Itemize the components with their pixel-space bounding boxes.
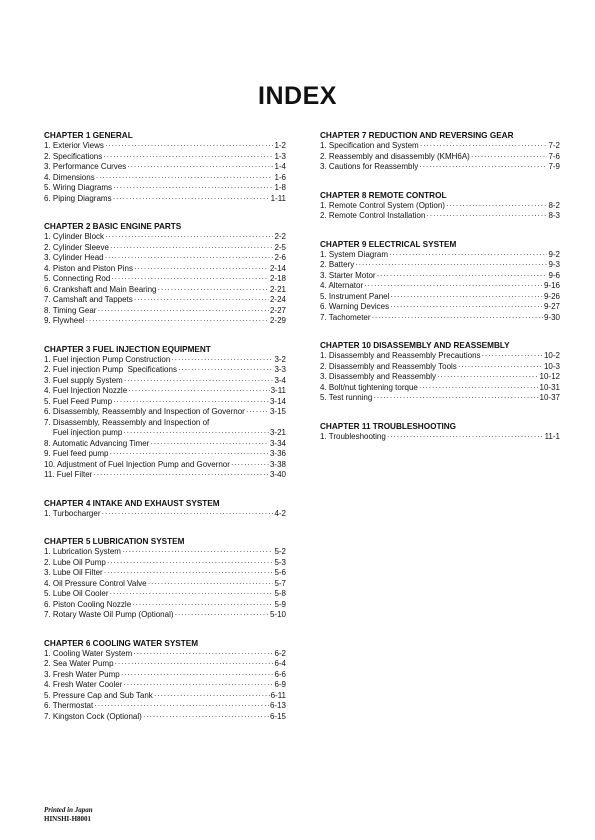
chapter-section: [44, 130, 286, 204]
entry-page-number: 9-6: [548, 270, 560, 280]
entry-label: 7. Camshaft and Tappets: [44, 295, 133, 304]
index-entry: [44, 194, 286, 205]
dot-leader: [471, 152, 548, 163]
dot-leader: [154, 691, 270, 702]
entry-page-number: 7-9: [548, 162, 560, 171]
entry-label: 5. Pressure Cap and Sub Tank: [44, 690, 153, 700]
index-entry: [44, 568, 286, 579]
entry-label: 1. Cooling Water System: [44, 648, 133, 658]
entry-label: 2. Lube Oil Pump: [44, 557, 106, 567]
dot-leader: [109, 589, 273, 600]
index-entry: [320, 250, 560, 261]
index-entry: [44, 509, 286, 520]
entry-label: 4. Fresh Water Cooler: [44, 680, 123, 689]
index-entry: [44, 295, 286, 306]
index-entry: [320, 372, 560, 383]
entry-label: 3. Starter Motor: [320, 270, 376, 280]
index-entry: [320, 351, 560, 362]
dot-leader: [178, 365, 273, 376]
index-entry: [44, 670, 286, 681]
entry-page-number: 2-29: [269, 316, 286, 325]
dot-leader: [419, 383, 539, 394]
dot-leader: [115, 659, 274, 670]
index-entry: [44, 173, 286, 184]
dot-leader: [109, 449, 269, 460]
index-entry: [44, 691, 286, 702]
printed-in-label: Printed in Japan: [44, 806, 93, 814]
entry-page-number: 6-15: [269, 711, 286, 721]
index-entry: [320, 292, 560, 303]
entry-label: 4. Fuel Injection Nozzle: [44, 386, 128, 395]
dot-leader: [104, 568, 274, 579]
entry-label: 3. Lube Oil Filter: [44, 568, 103, 577]
entry-label: 1. Remote Control System (Option): [320, 200, 445, 210]
dot-leader: [426, 211, 547, 222]
chapter-section: [320, 239, 560, 324]
document-code: HINSHI-H8001: [44, 814, 92, 823]
entry-label: 5. Connecting Rod: [44, 274, 111, 283]
index-entry: [44, 610, 286, 621]
entry-page-number: 7-6: [548, 151, 560, 161]
entry-page-number: 10-37: [539, 393, 560, 402]
entry-label: 7. Rotary Waste Oil Pump (Optional): [44, 610, 174, 619]
index-entry: [44, 589, 286, 600]
dot-leader: [105, 141, 274, 152]
chapter-section: [320, 130, 560, 173]
index-right-column: [320, 130, 560, 459]
chapter-section: [320, 421, 560, 443]
index-entry: [44, 253, 286, 264]
dot-leader: [134, 264, 269, 275]
entry-page-number: 6-4: [274, 659, 286, 668]
dot-leader: [93, 470, 269, 481]
index-entry: [44, 579, 286, 590]
index-entry: [44, 376, 286, 387]
entry-label: 1. Troubleshooting: [320, 431, 386, 441]
entry-page-number: 8-2: [548, 200, 560, 210]
index-entry: [44, 152, 286, 163]
dot-leader: [94, 701, 269, 712]
chapter-section: [44, 536, 286, 621]
entry-page-number: 8-3: [548, 211, 560, 220]
index-entry: [44, 264, 286, 275]
dot-leader: [390, 302, 543, 313]
entry-label: 1. System Diagram: [320, 249, 389, 259]
index-entry: [320, 383, 560, 394]
index-entry: [320, 141, 560, 152]
dot-leader: [390, 292, 543, 303]
dot-leader: [121, 670, 274, 681]
entry-page-number: 2-21: [269, 284, 286, 294]
entry-page-number: 2-6: [274, 253, 286, 262]
entry-label: 4. Piston and Piston Pins: [44, 263, 133, 273]
entry-label: 6. Warning Devices: [320, 302, 390, 311]
entry-label: 2. Fuel injection Pump Specifications: [44, 365, 177, 374]
dot-leader: [446, 201, 548, 212]
entry-page-number: 4-2: [274, 508, 286, 518]
entry-label: 7. Disassembly, Reassembly and Inspection of: [44, 417, 210, 427]
dot-leader: [355, 260, 547, 271]
dot-leader: [97, 306, 269, 317]
entry-label: 5. Lube Oil Cooler: [44, 589, 109, 598]
dot-leader: [101, 509, 273, 520]
index-entry: [44, 243, 286, 254]
entry-page-number: 9-30: [543, 312, 560, 322]
entry-page-number: 10-3: [543, 361, 560, 371]
entry-page-number: 1-4: [274, 162, 286, 171]
chapter-title: CHAPTER 11 TROUBLESHOOTING: [320, 421, 457, 431]
index-entry: [44, 428, 286, 439]
entry-page-number: 6-11: [270, 690, 286, 700]
dot-leader: [389, 250, 547, 261]
entry-page-number: 3-40: [269, 470, 286, 479]
dot-leader: [148, 579, 274, 590]
dot-leader: [458, 362, 543, 373]
entry-label: 8. Timing Gear: [44, 305, 97, 315]
entry-label: 6. Crankshaft and Main Bearing: [44, 284, 157, 294]
entry-page-number: 1-2: [274, 141, 286, 150]
index-entry: [44, 232, 286, 243]
entry-page-number: 6-13: [269, 701, 286, 710]
entry-label: 7. Tachometer: [320, 312, 371, 322]
entry-label: 2. Reassembly and disassembly (KMH6A): [320, 151, 470, 161]
index-entry: [44, 316, 286, 327]
entry-label: 9. Fuel feed pump: [44, 449, 109, 458]
dot-leader: [482, 351, 543, 362]
dot-leader: [103, 152, 273, 163]
entry-label: 5. Fuel Feed Pump: [44, 396, 113, 406]
chapter-title: CHAPTER 5 LUBRICATION SYSTEM: [44, 537, 185, 546]
index-entry: [320, 432, 560, 443]
entry-label: 1. Turbocharger: [44, 508, 101, 518]
chapter-title: CHAPTER 10 DISASSEMBLY AND REASSEMBLY: [320, 341, 510, 350]
index-entry: [44, 162, 286, 173]
entry-label: 1. Fuel injection Pump Construction: [44, 354, 171, 364]
entry-page-number: 9-27: [543, 302, 560, 311]
dot-leader: [105, 232, 273, 243]
dot-leader: [122, 547, 274, 558]
index-entry: [44, 355, 286, 366]
entry-label: 3. Fresh Water Pump: [44, 669, 120, 679]
entry-label: 8. Automatic Advancing Timer: [44, 438, 150, 448]
dot-leader: [113, 397, 269, 408]
page-title: INDEX: [258, 82, 337, 110]
entry-label: 6. Thermostat: [44, 701, 94, 710]
index-entry: [44, 306, 286, 317]
entry-label: 6. Disassembly, Reassembly and Inspection of Governor: [44, 407, 245, 416]
dot-leader: [143, 712, 269, 723]
entry-page-number: 10-2: [543, 351, 560, 360]
dot-leader: [158, 285, 269, 296]
entry-label: 3. Disassembly and Reassembly: [320, 372, 437, 381]
dot-leader: [150, 439, 269, 450]
index-entry: [320, 393, 560, 404]
index-entry: [320, 271, 560, 282]
index-entry: [320, 152, 560, 163]
entry-label: 2. Specifications: [44, 151, 103, 161]
index-entry: [44, 649, 286, 660]
index-entry: [320, 162, 560, 173]
entry-page-number: 10-31: [539, 382, 560, 392]
entry-label: 2. Disassembly and Reassembly Tools: [320, 361, 457, 371]
entry-page-number: 1-6: [274, 172, 286, 182]
entry-label: 1. Cylinder Block: [44, 232, 105, 241]
entry-label: 3. Cylinder Head: [44, 253, 104, 262]
entry-page-number: 5-7: [274, 578, 286, 588]
entry-label: Fuel injection pump: [44, 428, 123, 437]
entry-label: 2. Sea Water Pump: [44, 659, 114, 668]
index-entry: [44, 712, 286, 723]
chapter-title: CHAPTER 1 GENERAL: [44, 131, 133, 140]
entry-page-number: 9-3: [548, 260, 560, 269]
entry-page-number: 3-21: [269, 428, 286, 437]
dot-leader: [107, 558, 274, 569]
entry-label: 5. Instrument Panel: [320, 291, 390, 301]
entry-page-number: 6-2: [274, 648, 286, 658]
index-entry: [44, 701, 286, 712]
index-entry: [320, 201, 560, 212]
index-entry: [44, 274, 286, 285]
dot-leader: [123, 680, 273, 691]
dot-leader: [372, 313, 543, 324]
index-left-column: [44, 130, 286, 739]
chapter-title: CHAPTER 3 FUEL INJECTION EQUIPMENT: [44, 344, 211, 354]
entry-page-number: 5-2: [274, 547, 286, 556]
entry-page-number: 7-2: [548, 141, 560, 150]
dot-leader: [246, 407, 269, 418]
entry-page-number: 2-24: [269, 295, 286, 304]
entry-label: 1. Lubrication System: [44, 547, 121, 556]
chapter-section: [44, 498, 286, 520]
entry-page-number: 3-4: [274, 375, 286, 385]
entry-label: 3. Cautions for Reassembly: [320, 162, 419, 171]
index-entry: [44, 439, 286, 450]
dot-leader: [124, 376, 274, 387]
dot-leader: [96, 173, 274, 184]
entry-label: 4. Oil Pressure Control Valve: [44, 578, 147, 588]
entry-page-number: 3-34: [269, 438, 286, 448]
index-entry: [44, 407, 286, 418]
entry-page-number: 1-11: [270, 193, 286, 203]
dot-leader: [231, 460, 269, 471]
chapter-title: CHAPTER 8 REMOTE CONTROL: [320, 190, 447, 200]
index-entry: [44, 600, 286, 611]
entry-page-number: 2-27: [269, 305, 286, 315]
chapter-title: CHAPTER 4 INTAKE AND EXHAUST SYSTEM: [44, 498, 220, 508]
index-entry: [44, 659, 286, 670]
entry-page-number: 2-5: [274, 242, 286, 252]
index-entry: [44, 418, 286, 429]
index-entry: [44, 547, 286, 558]
entry-label: 1. Specification and System: [320, 141, 419, 150]
index-entry: [320, 313, 560, 324]
entry-page-number: 9-26: [543, 291, 560, 301]
dot-leader: [111, 274, 269, 285]
index-entry: [320, 362, 560, 373]
entry-label: 7. Kingston Cock (Optional): [44, 711, 142, 721]
entry-label: 11. Fuel Filter: [44, 470, 93, 479]
entry-page-number: 5-6: [274, 568, 286, 577]
index-entry: [44, 460, 286, 471]
dot-leader: [377, 271, 548, 282]
dot-leader: [113, 183, 273, 194]
chapter-section: [44, 344, 286, 481]
index-entry: [44, 449, 286, 460]
chapter-section: [320, 340, 560, 404]
entry-page-number: 5-10: [269, 610, 286, 619]
entry-page-number: 9-2: [548, 249, 560, 259]
index-entry: [320, 211, 560, 222]
entry-page-number: 10-12: [539, 372, 560, 381]
entry-page-number: 11-1: [544, 431, 560, 441]
entry-page-number: 1-3: [274, 151, 286, 161]
entry-page-number: 3-11: [270, 386, 286, 395]
dot-leader: [171, 355, 273, 366]
entry-label: 2. Remote Control Installation: [320, 211, 426, 220]
dot-leader: [113, 194, 270, 205]
entry-label: 5. Test running: [320, 393, 373, 402]
chapter-section: [320, 190, 560, 222]
entry-page-number: 3-38: [269, 459, 286, 469]
entry-label: 3. Performance Curves: [44, 162, 127, 171]
index-entry: [44, 680, 286, 691]
dot-leader: [373, 393, 538, 404]
entry-page-number: 6-6: [274, 669, 286, 679]
dot-leader: [85, 316, 269, 327]
entry-page-number: 3-14: [269, 396, 286, 406]
entry-page-number: 3-3: [274, 365, 286, 374]
entry-label: 10. Adjustment of Fuel Injection Pump and Governor: [44, 459, 230, 469]
entry-label: 2. Battery: [320, 260, 355, 269]
dot-leader: [364, 281, 543, 292]
entry-page-number: 3-15: [269, 407, 286, 416]
dot-leader: [420, 141, 548, 152]
dot-leader: [133, 649, 273, 660]
dot-leader: [128, 386, 269, 397]
dot-leader: [127, 162, 273, 173]
dot-leader: [132, 600, 273, 611]
dot-leader: [110, 243, 274, 254]
dot-leader: [387, 432, 544, 443]
dot-leader: [175, 610, 269, 621]
entry-label: 5. Wiring Diagrams: [44, 183, 113, 192]
chapter-section: [44, 221, 286, 327]
entry-page-number: 5-3: [274, 557, 286, 567]
entry-label: 6. Piping Diagrams: [44, 193, 112, 203]
dot-leader: [134, 295, 269, 306]
index-entry: [44, 365, 286, 376]
entry-label: 9. Flywheel: [44, 316, 85, 325]
entry-page-number: 2-18: [269, 274, 286, 283]
entry-page-number: 2-14: [269, 263, 286, 273]
entry-label: 4. Bolt/nut tightening torque: [320, 382, 418, 392]
chapter-title: CHAPTER 9 ELECTRICAL SYSTEM: [320, 239, 457, 249]
index-entry: [320, 281, 560, 292]
index-entry: [44, 141, 286, 152]
entry-page-number: 9-16: [543, 281, 560, 290]
index-entry: [44, 285, 286, 296]
index-entry: [44, 183, 286, 194]
chapter-title: CHAPTER 2 BASIC ENGINE PARTS: [44, 222, 182, 231]
chapter-title: CHAPTER 6 COOLING WATER SYSTEM: [44, 638, 199, 648]
chapter-title: CHAPTER 7 REDUCTION AND REVERSING GEAR: [320, 131, 514, 140]
entry-label: 4. Dimensions: [44, 172, 95, 182]
entry-page-number: 3-2: [274, 354, 286, 364]
dot-leader: [437, 372, 538, 383]
entry-label: 2. Cylinder Sleeve: [44, 242, 109, 252]
entry-label: 1. Exterior Views: [44, 141, 104, 150]
entry-label: 1. Disassembly and Reassembly Precautions: [320, 351, 481, 360]
dot-leader: [419, 162, 547, 173]
entry-page-number: 3-36: [269, 449, 286, 458]
dot-leader: [123, 428, 269, 439]
entry-page-number: 6-9: [274, 680, 286, 689]
dot-leader: [105, 253, 274, 264]
index-entry: [320, 260, 560, 271]
index-entry: [44, 386, 286, 397]
footer: [44, 806, 93, 823]
entry-page-number: 5-8: [274, 589, 286, 598]
entry-page-number: 2-2: [274, 232, 286, 241]
entry-page-number: 1-8: [274, 183, 286, 192]
entry-label: 6. Piston Cooling Nozzle: [44, 599, 132, 609]
chapter-section: [44, 638, 286, 723]
entry-label: 3. Fuel supply System: [44, 375, 123, 385]
index-entry: [44, 558, 286, 569]
entry-page-number: 5-9: [274, 599, 286, 609]
index-entry: [320, 302, 560, 313]
index-entry: [44, 470, 286, 481]
entry-label: 4. Alternator: [320, 281, 364, 290]
index-entry: [44, 397, 286, 408]
